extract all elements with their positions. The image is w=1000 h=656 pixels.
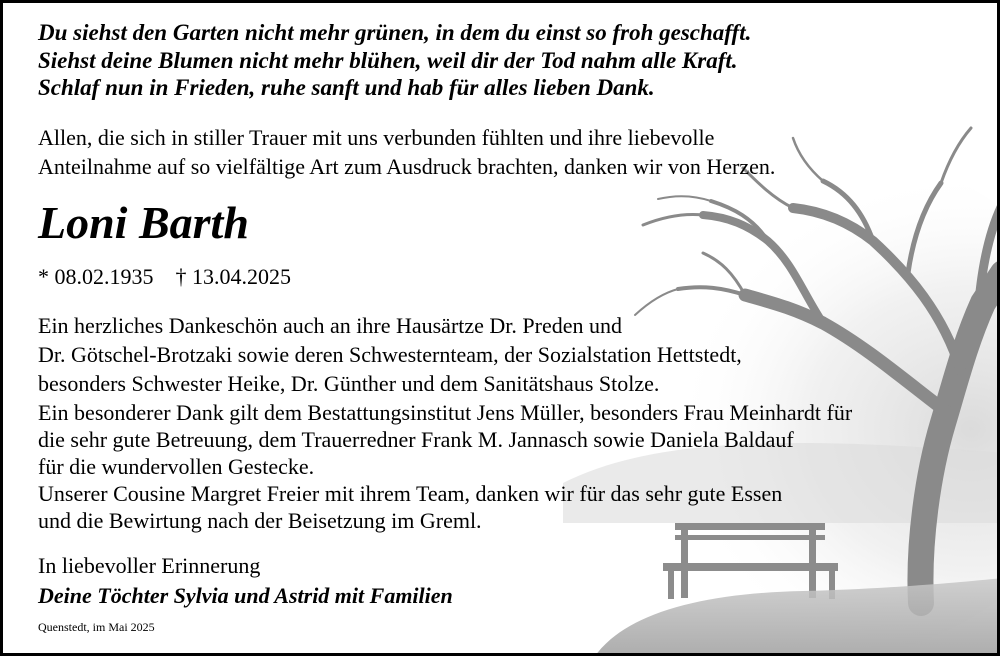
intro-line: Anteilnahme auf so vielfältige Art zum Ausdruck brachten, danken wir von Herzen. xyxy=(38,153,776,179)
place-date-footer: Quenstedt, im Mai 2025 xyxy=(38,620,155,634)
intro-thanks xyxy=(38,124,775,181)
closing-block xyxy=(38,551,453,611)
paragraph-line: die sehr gute Betreuung, dem Trauerredner Frank M. Jannasch sowie Daniela Baldauf xyxy=(38,427,794,452)
thanks-others-paragraph xyxy=(38,399,852,534)
thanks-doctors-paragraph xyxy=(38,311,742,398)
birth-date: * 08.02.1935 xyxy=(38,264,154,289)
poem-line: Du siehst den Garten nicht mehr grünen, in dem du einst so froh geschafft. xyxy=(38,20,752,45)
paragraph-line: Ein besonderer Dank gilt dem Bestattungsinstitut Jens Müller, besonders Frau Meinhardt für xyxy=(38,400,853,425)
paragraph-line: Dr. Götschel-Brotzaki sowie deren Schwesternteam, der Sozialstation Hettstedt, xyxy=(38,342,742,367)
life-dates xyxy=(38,262,291,292)
paragraph-line: besonders Schwester Heike, Dr. Günther und dem Sanitätshaus Stolze. xyxy=(38,371,660,396)
poem-line: Siehst deine Blumen nicht mehr blühen, weil dir der Tod nahm alle Kraft. xyxy=(38,47,738,73)
death-date: † 13.04.2025 xyxy=(175,264,291,289)
paragraph-line: Ein herzliches Dankeschön auch an ihre Hausärtze Dr. Preden und xyxy=(38,313,622,338)
deceased-name: Loni Barth xyxy=(38,197,249,248)
closing-phrase: In liebevoller Erinnerung xyxy=(38,553,261,578)
intro-line: Allen, die sich in stiller Trauer mit uns verbunden fühlten und ihre liebevolle xyxy=(38,125,715,150)
paragraph-line: und die Bewirtung nach der Beisetzung im Greml. xyxy=(38,508,482,533)
paragraph-line: für die wundervollen Gestecke. xyxy=(38,454,315,479)
memorial-poem xyxy=(38,19,751,102)
signers: Deine Töchter Sylvia und Astrid mit Familien xyxy=(38,583,453,608)
paragraph-line: Unserer Cousine Margret Freier mit ihrem Team, danken wir für das sehr gute Essen xyxy=(38,481,783,506)
poem-line: Schlaf nun in Frieden, ruhe sanft und hab für alles lieben Dank. xyxy=(38,75,655,100)
